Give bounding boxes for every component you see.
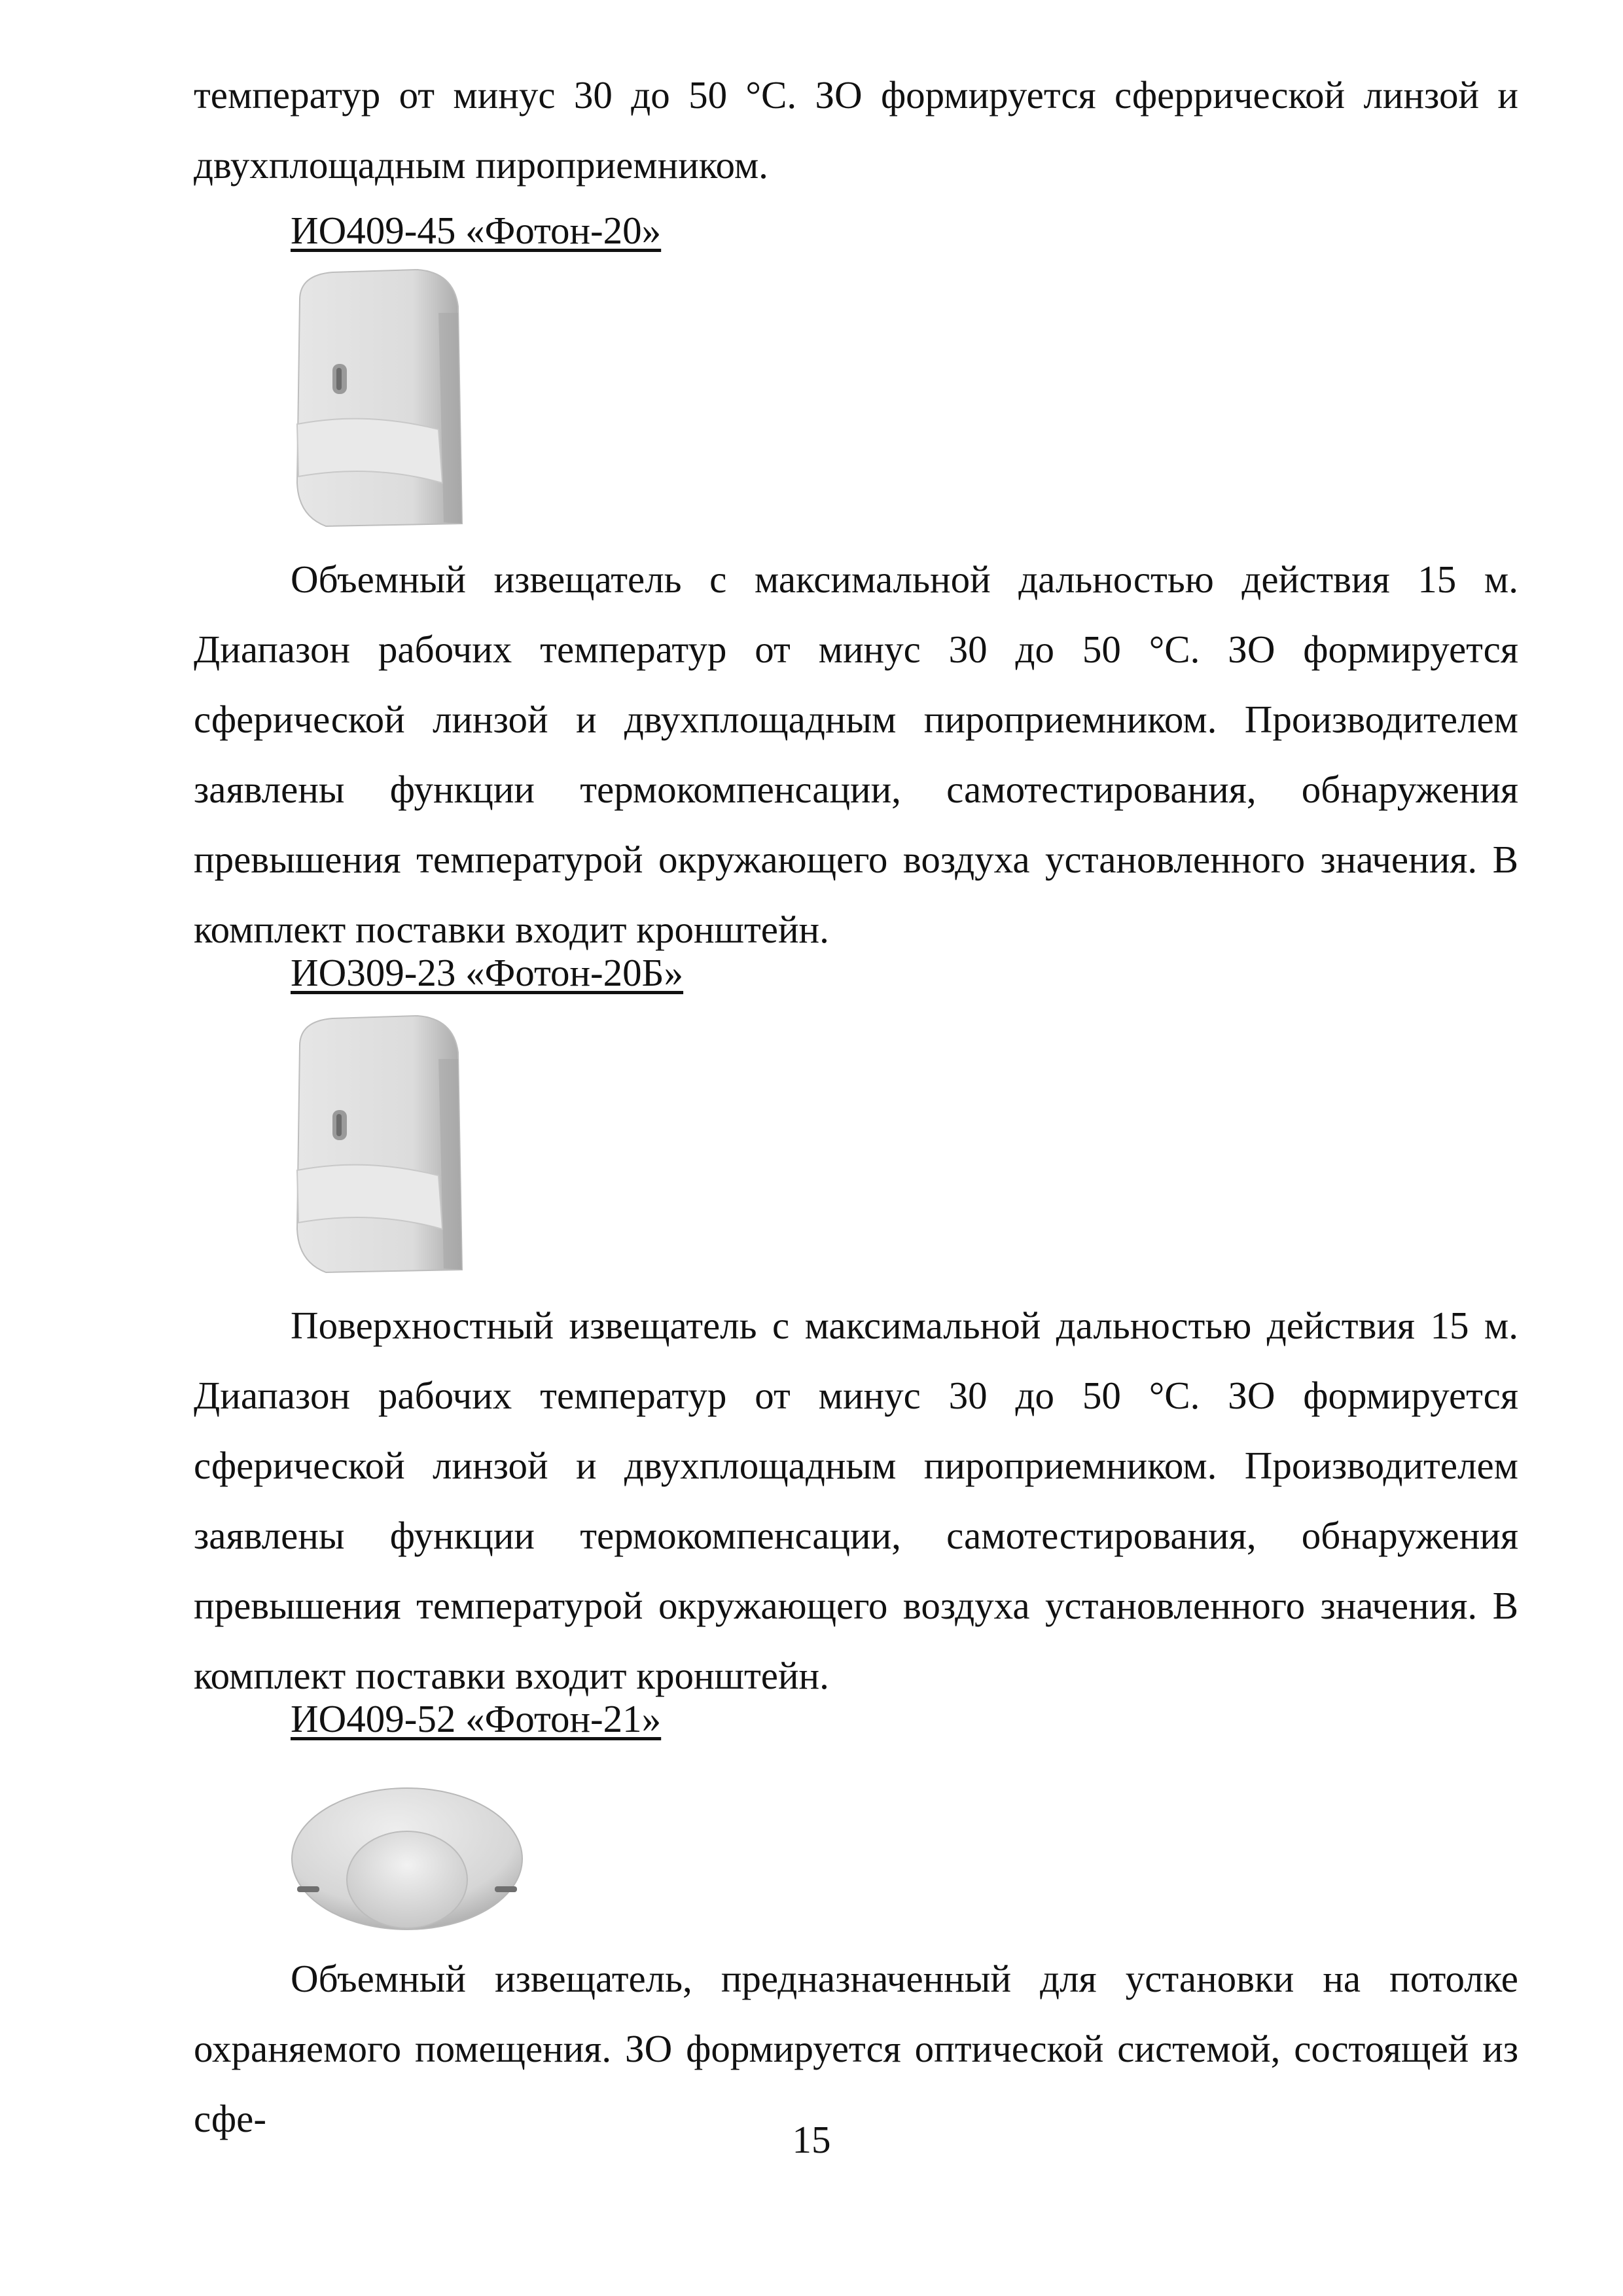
- heading-foton-21: ИО409-52 «Фотон-21»: [291, 1697, 662, 1740]
- foton-20b-detector-image: [287, 1013, 466, 1274]
- heading-foton-20b: ИО309-23 «Фотон-20Б»: [291, 951, 684, 994]
- heading-foton-20: ИО409-45 «Фотон-20»: [291, 209, 662, 252]
- foton-20-detector-image: [287, 267, 466, 528]
- page-number: 15: [792, 2118, 831, 2161]
- paragraph-foton-20b-description: Поверхностный извещатель с максимальной дальностью действия 15 м. Диапазон рабочих температур от минус 30 до 50 °С. ЗО формируется сферической линзой и двухплощадным пироприемником. Производителем заявлены функции термокомпенсации, самотестирования, обнаружения превышения температурой окружающего воздуха установленного значения. В комплект поставки входит кронштейн.: [194, 1304, 1518, 1697]
- foton-21-detector-image: [288, 1782, 526, 1932]
- paragraph-foton-20-description: Объемный извещатель с максимальной дальностью действия 15 м. Диапазон рабочих температур от минус 30 до 50 °С. ЗО формируется сферической линзой и двухплощадным пироприемником. Производителем заявлены функции термокомпенсации, самотестирования, обнаружения превышения температурой окружающего воздуха установленного значения. В комплект поставки входит кронштейн.: [194, 558, 1518, 951]
- paragraph-foton-21-description: Объемный извещатель, предназначенный для установки на потолке охраняемого помещения. ЗО формируется оптической системой, состоящей из сфе-: [194, 1957, 1518, 2140]
- paragraph-intro: температур от минус 30 до 50 °С. ЗО формируется сферрической линзой и двухплощадным пироприемником.: [194, 73, 1518, 187]
